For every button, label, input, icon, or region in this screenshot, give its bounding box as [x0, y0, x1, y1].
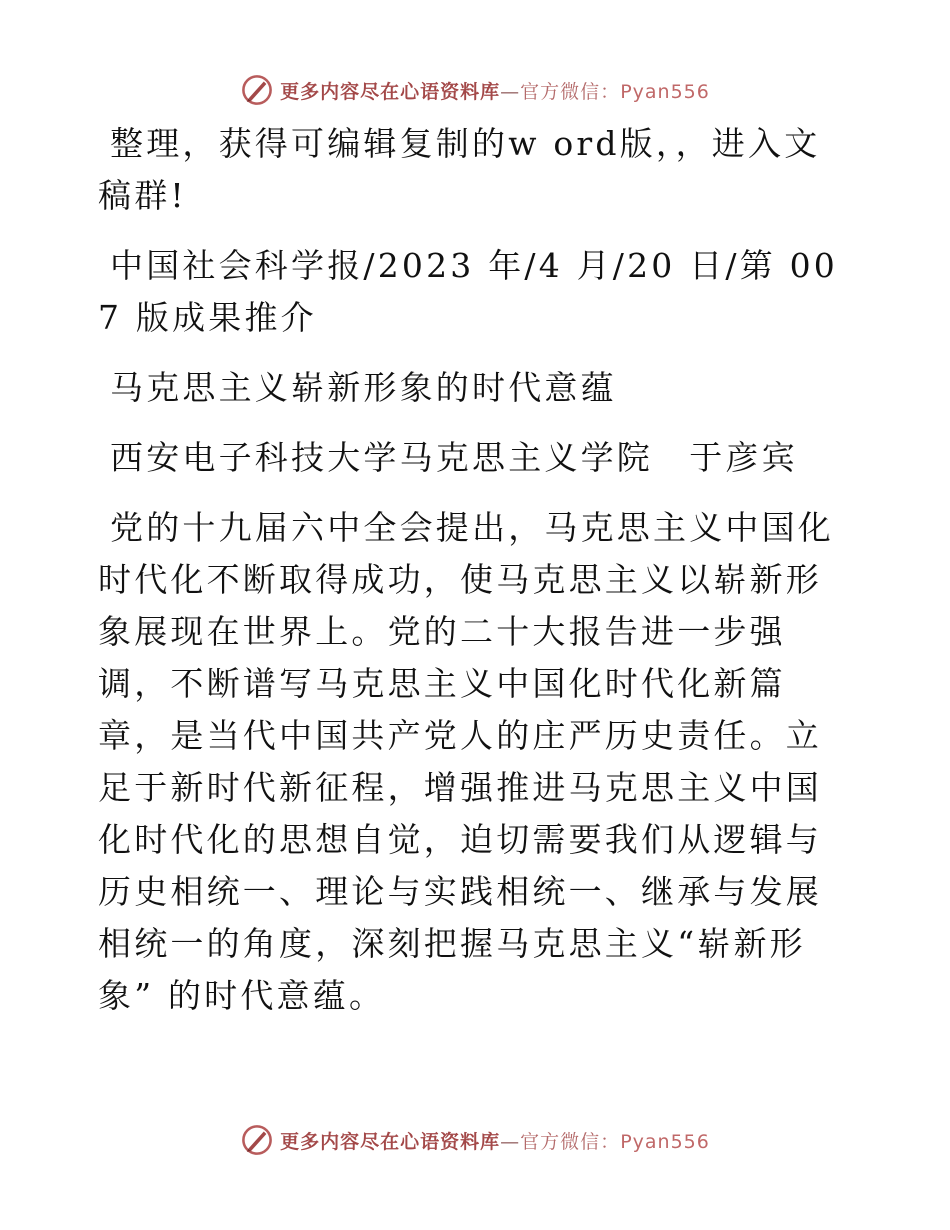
footer-banner-wechat-label: 官方微信： [520, 1130, 621, 1153]
banner-separator: — [500, 80, 521, 103]
banner-prefix: 更多内容尽在心语资料库 [280, 80, 501, 103]
source-line: 中国社会科学报/2023 年/4 月/20 日/第 007 版成果推介 [98, 246, 838, 337]
footer-banner-separator: — [500, 1130, 521, 1153]
body-paragraph: 党的十九届六中全会提出，马克思主义中国化时代化不断取得成功，使马克思主义以崭新形象展现在世界上。党的二十大报告进一步强调，不断谱写马克思主义中国化时代化新篇章，是当代中国共产党人的庄严历史责任。立足于新时代新征程，增强推进马克思主义中国化时代化的思想自觉，迫切需要我们从逻辑与历史相统一、理论与实践相统一、继承与发展相统一的角度，深刻把握马克思主义“崭新形象” 的时代意蕴。 [98, 508, 834, 1015]
banner-wechat-label: 官方微信： [520, 80, 621, 103]
intro-paragraph: 整理，获得可编辑复制的w ord版，，进入文稿群! [98, 124, 821, 215]
quill-pen-icon [240, 73, 274, 107]
footer-banner-wechat-id: Pyan556 [620, 1130, 710, 1153]
header-banner [0, 70, 950, 110]
footer-banner [0, 1120, 950, 1160]
banner-text [280, 77, 710, 104]
document-body [98, 118, 850, 1042]
author-line: 西安电子科技大学马克思主义学院 于彦宾 [110, 438, 798, 477]
footer-banner-text [280, 1127, 710, 1154]
article-title: 马克思主义崭新形象的时代意蕴 [110, 368, 617, 407]
quill-pen-icon [240, 1123, 274, 1157]
banner-wechat-id: Pyan556 [620, 80, 710, 103]
footer-banner-prefix: 更多内容尽在心语资料库 [280, 1130, 501, 1153]
